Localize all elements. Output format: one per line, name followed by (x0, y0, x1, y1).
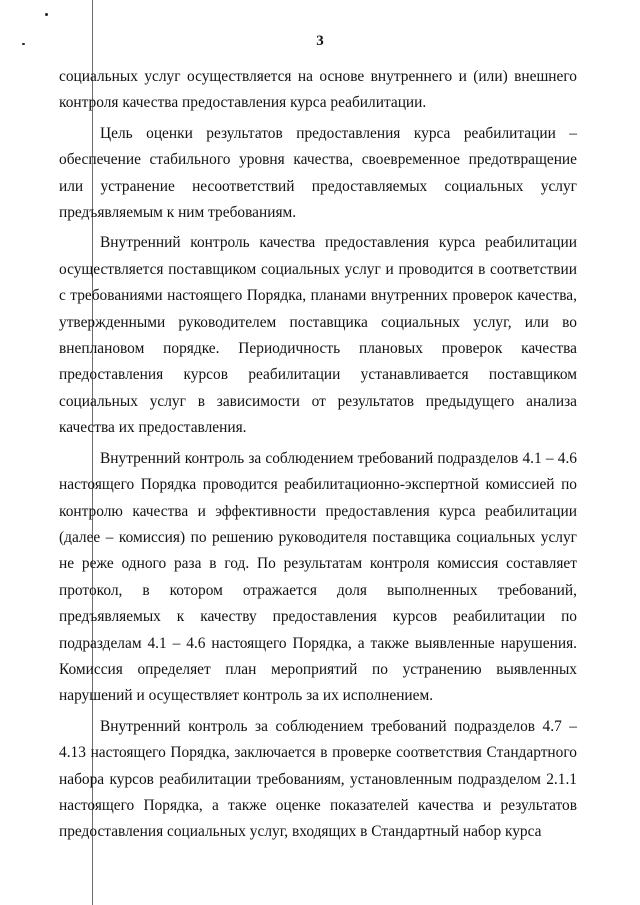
paragraph: Внутренний контроль качества предоставления курса реабилитации осуществляется поставщиком социальных услуг и проводится в соответствии с требованиями настоящего Порядка, планами внутренних проверок качества, утвержденными руководителем поставщика социальных услуг, или во внеплановом порядке. Периодичность плановых проверок качества предоставления курсов реабилитации устанавливается поставщиком социальных услуг в зависимости от результатов предыдущего анализа качества их предоставления. (59, 234, 577, 437)
paragraph: Внутренний контроль за соблюдением требований подразделов 4.7 – 4.13 настоящего Порядка, заключается в проверке соответствия Стандартного набора курсов реабилитации требованиям, установленным подразделом 2.1.1 настоящего Порядка, а также оценке показателей качества и результатов предоставления социальных услуг, входящих в Стандартный набор курса (59, 717, 577, 841)
page-number: 3 (316, 33, 324, 49)
paragraph: Внутренний контроль за соблюдением требований подразделов 4.1 – 4.6 настоящего Порядка проводится реабилитационно-экспертной комиссией по контролю качества и эффективности предоставления курса реабилитации (далее – комиссия) по решению руководителя поставщика социальных услуг не реже одного раза в год. По результатам контроля комиссия составляет протокол, в котором отражается доля выполненных требований, предъявляемых к качеству предоставления курсов реабилитации по подразделам 4.1 – 4.6 настоящего Порядка, а также выявленные нарушения. Комиссия определяет план мероприятий по устранению выявленных нарушений и осуществляет контроль за их исполнением. (59, 449, 577, 705)
paragraph: социальных услуг осуществляется на основе внутреннего и (или) внешнего контроля качества предоставления курса реабилитации. (59, 68, 577, 112)
document-body (59, 64, 577, 846)
paragraph: Цель оценки результатов предоставления курса реабилитации – обеспечение стабильного уровня качества, своевременное предотвращение или устранение несоответствий предоставляемых социальных услуг предъявляемым к ним требованиям. (59, 124, 577, 222)
scan-speck (45, 13, 48, 16)
